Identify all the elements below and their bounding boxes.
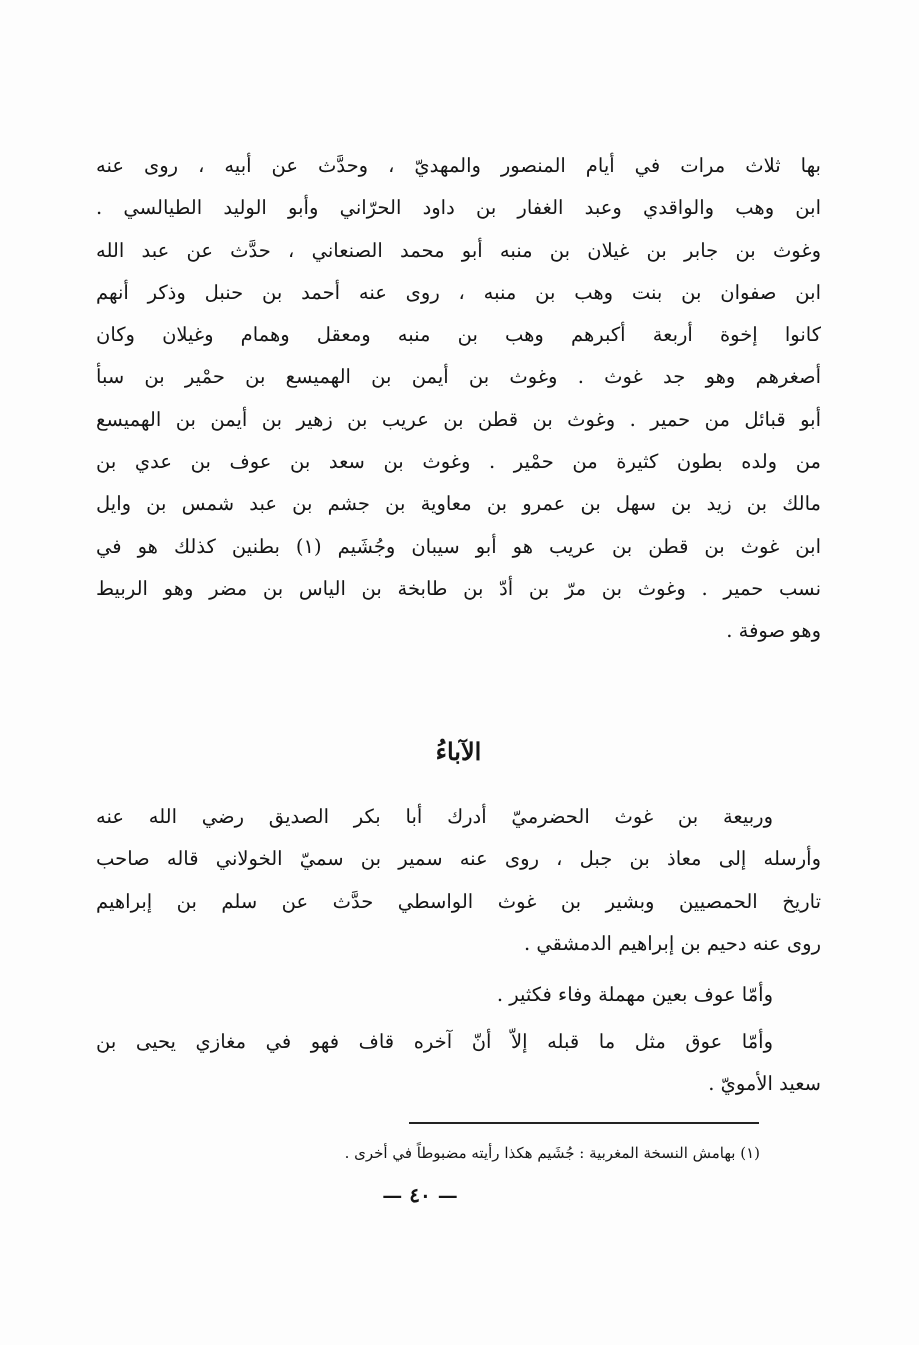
footnote-divider [409, 1122, 759, 1124]
text-line: وأمّا عوف بعين مهملة وفاء فكثير . [496, 983, 773, 1006]
text-line: وغوث بن جابر بن غيلان بن منبه أبو محمد الصنعاني ، حدَّث عن عبد الله [96, 238, 821, 262]
text-line: مالك بن زيد بن سهل بن عمرو بن معاوية بن جشم بن عبد شمس بن وايل [96, 492, 821, 516]
text-line: وأرسله إلى معاذ بن جبل ، روى عنه سمير بن سميّ الخولاني قاله صاحب [96, 847, 821, 871]
text-line: تاريخ الحمصيين وبشير بن غوث الواسطي حدَّث عن سلم بن إبراهيم [96, 889, 821, 913]
text-line: وأمّا عوق مثل ما قبله إلاّ أنّ آخره قاف فهو في مغازي يحيى بن [96, 1030, 773, 1053]
paragraph-genealogy [96, 145, 821, 653]
page-number: — ٤٠ — [382, 1183, 458, 1207]
text-line: وربيعة بن غوث الحضرميّ أدرك أبا بكر الصديق رضي الله عنه [96, 805, 773, 828]
text-line: أبو قبائل من حمير . وغوث بن قطن بن عريب بن زهير بن أيمن بن الهميسع [96, 407, 821, 431]
text-line: أصغرهم وهو جد غوث . وغوث بن أيمن بن الهميسع بن حمْير بن سبأ [96, 365, 821, 389]
text-line: ابن صفوان بن بنت وهب بن منبه ، روى عنه أحمد بن حنبل وذكر أنهم [96, 280, 821, 304]
text-line: كانوا إخوة أربعة أكبرهم وهب بن منبه ومعقل وهمام وغيلان وكان [96, 323, 821, 347]
text-line: ابن وهب والواقدي وعبد الغفار بن داود الحرّاني وأبو الوليد الطيالسي . [96, 196, 821, 220]
footnote: (١) بهامش النسخة المغربية : جُشَيم هكذا رأيته مضبوطاً في أخرى . [344, 1144, 760, 1162]
text-line: بها ثلاث مرات في أيام المنصور والمهديّ ، وحدَّث عن أبيه ، روى عنه [96, 154, 821, 177]
text-line: ابن غوث بن قطن بن عريب هو أبو سيبان وجُشَيم (١) بطنين كذلك هو في [96, 534, 821, 558]
text-line: وهو صوفة . [726, 619, 821, 643]
section-heading: الآباءُ [435, 737, 482, 766]
text-line: نسب حمير . وغوث بن مرّ بن أدّ بن طابخة بن الياس بن مضر وهو الربيط [96, 576, 821, 600]
text-line: روى عنه دحيم بن إبراهيم الدمشقي . [523, 931, 821, 955]
text-line: سعيد الأمويّ . [708, 1072, 821, 1096]
text-line: من ولده بطون كثيرة من حمْير . وغوث بن سعد بن عوف بن عدي بن [96, 450, 821, 474]
paragraph-awq [96, 1021, 821, 1106]
paragraph-awf [96, 974, 821, 1016]
paragraph-rabia [96, 796, 821, 965]
